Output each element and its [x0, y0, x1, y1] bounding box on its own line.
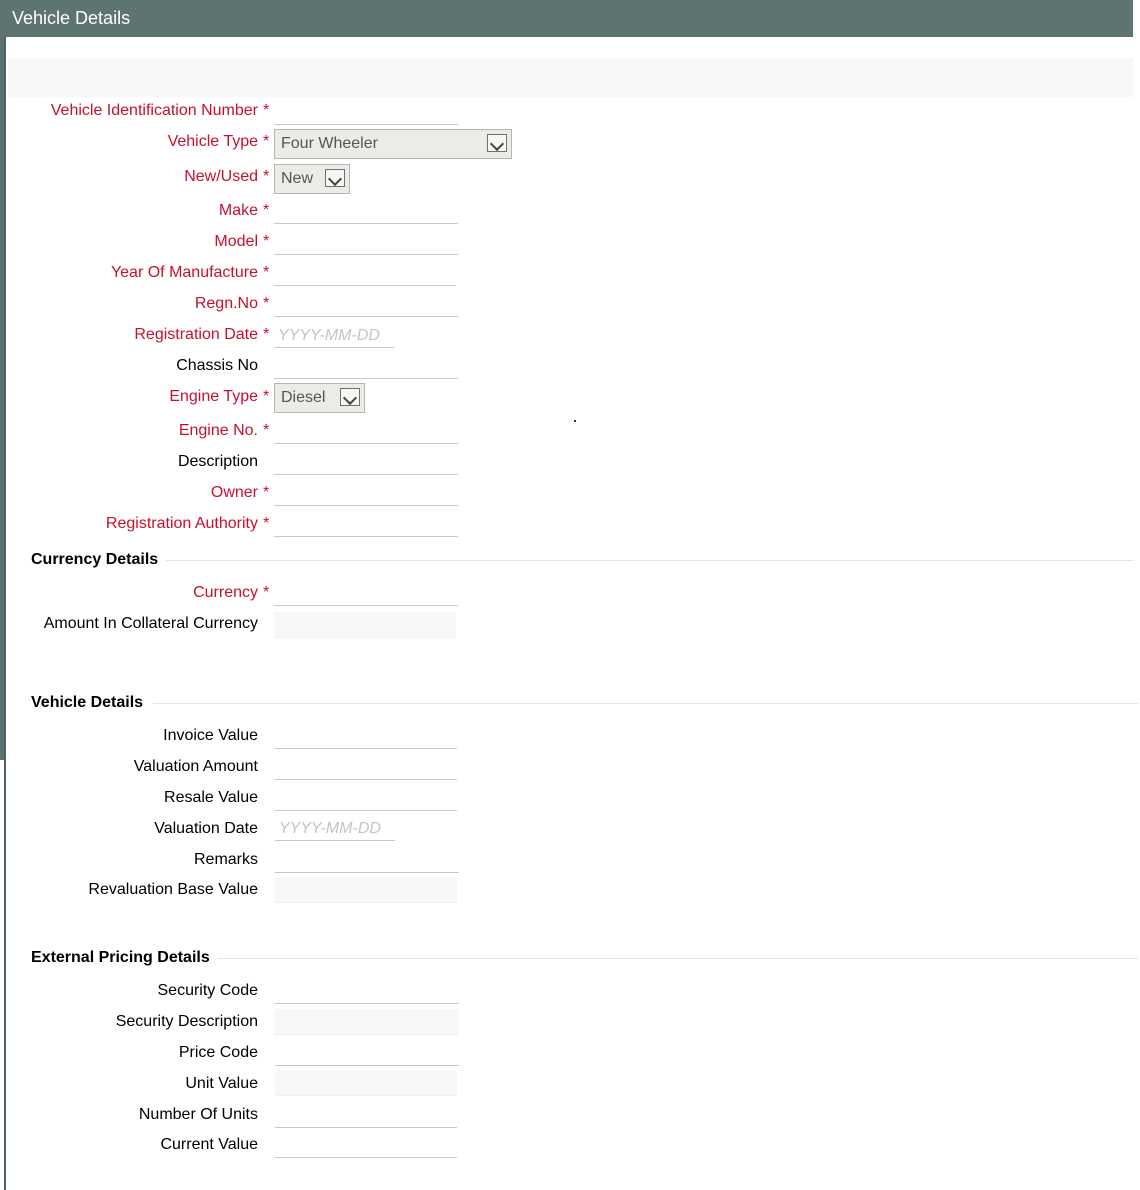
revaluation-input — [275, 877, 457, 903]
resale-label: Resale Value — [164, 789, 258, 806]
price-code-label: Price Code — [178, 1044, 258, 1061]
toolbar-strip — [8, 58, 1133, 97]
vehicle-type-select[interactable] — [274, 129, 512, 159]
description-label: Description — [177, 453, 258, 470]
window-title: Vehicle Details — [0, 0, 1133, 37]
security-code-label: Security Code — [157, 982, 258, 999]
valuation-date-label: Valuation Date — [154, 820, 258, 837]
description-input[interactable] — [274, 451, 458, 475]
currency-input[interactable] — [274, 582, 458, 606]
engine-no-label: Engine No. — [178, 422, 258, 439]
engine-type-value: Diesel — [281, 389, 326, 406]
make-input[interactable] — [274, 200, 458, 224]
required-marker: * — [263, 515, 270, 532]
vehicle-type-value: Four Wheeler — [281, 135, 378, 152]
valuation-amount-input[interactable] — [275, 756, 457, 780]
security-code-input[interactable] — [275, 980, 459, 1004]
required-marker: * — [263, 233, 270, 250]
current-value-label: Current Value — [160, 1136, 258, 1153]
required-marker: * — [263, 264, 270, 281]
required-marker: * — [263, 584, 270, 601]
make-label: Make — [218, 202, 258, 219]
chevron-down-icon[interactable] — [340, 388, 360, 406]
valuation-amount-label: Valuation Amount — [133, 758, 258, 775]
current-value-input[interactable] — [275, 1134, 457, 1158]
amount-label: Amount In Collateral Currency — [43, 615, 258, 632]
amount-collateral-input — [274, 612, 456, 638]
new-used-value: New — [281, 170, 314, 187]
required-marker: * — [263, 202, 270, 219]
invoice-label: Invoice Value — [163, 727, 258, 744]
required-marker: * — [263, 168, 270, 185]
required-marker: * — [263, 388, 270, 405]
num-units-input[interactable] — [275, 1104, 457, 1128]
section-divider — [218, 958, 1138, 959]
price-code-input[interactable] — [275, 1042, 459, 1066]
new-used-select[interactable] — [274, 164, 350, 194]
reg-date-label: Registration Date — [134, 326, 258, 343]
engine-type-label: Engine Type — [169, 388, 258, 405]
currency-details-title: Currency Details — [31, 551, 159, 568]
model-label: Model — [214, 233, 258, 250]
required-marker: * — [263, 484, 270, 501]
required-marker: * — [263, 133, 270, 150]
reg-authority-input[interactable] — [274, 513, 458, 537]
year-input[interactable] — [274, 262, 456, 286]
vehicle-type-label: Vehicle Type — [167, 133, 258, 150]
unit-value-label: Unit Value — [185, 1075, 258, 1092]
chassis-label: Chassis No — [176, 357, 258, 374]
security-desc-input — [275, 1009, 459, 1035]
security-desc-label: Security Description — [115, 1013, 258, 1030]
reg-authority-label: Registration Authority — [105, 515, 258, 532]
new-used-label: New/Used — [184, 168, 258, 185]
required-marker: * — [263, 422, 270, 439]
registration-date-input[interactable] — [274, 324, 394, 348]
engine-type-select[interactable] — [274, 383, 365, 413]
required-marker: * — [263, 326, 270, 343]
vehicle-details-title: Vehicle Details — [31, 694, 144, 711]
regn-no-input[interactable] — [274, 293, 458, 317]
section-divider — [153, 703, 1138, 704]
engine-no-input[interactable] — [274, 420, 458, 444]
chassis-input[interactable] — [274, 355, 458, 379]
valuation-date-input[interactable] — [275, 817, 395, 841]
owner-label: Owner — [210, 484, 258, 501]
remarks-input[interactable] — [275, 849, 459, 873]
required-marker: * — [263, 295, 270, 312]
resale-input[interactable] — [275, 787, 457, 811]
year-label: Year Of Manufacture — [110, 264, 258, 281]
section-divider — [166, 560, 1133, 561]
revaluation-label: Revaluation Base Value — [88, 881, 258, 898]
currency-label: Currency — [193, 584, 258, 601]
vin-input[interactable] — [274, 101, 458, 125]
required-marker: * — [263, 102, 270, 119]
invoice-input[interactable] — [275, 725, 457, 749]
regn-no-label: Regn.No — [194, 295, 258, 312]
stray-dot — [574, 420, 576, 422]
chevron-down-icon[interactable] — [487, 134, 507, 152]
vin-label: Vehicle Identification Number — [50, 102, 258, 119]
unit-value-input — [275, 1070, 457, 1096]
owner-input[interactable] — [274, 482, 458, 506]
chevron-down-icon[interactable] — [325, 169, 345, 187]
num-units-label: Number Of Units — [138, 1106, 258, 1123]
model-input[interactable] — [274, 231, 458, 255]
remarks-label: Remarks — [193, 851, 258, 868]
pricing-details-title: External Pricing Details — [31, 949, 210, 966]
